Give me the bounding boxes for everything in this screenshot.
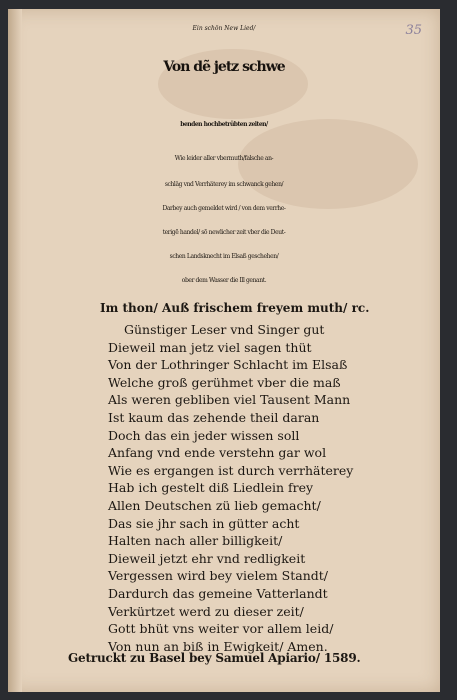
verse-line: Vergessen wird bey vielem Standt/ [108, 568, 328, 584]
folio-number: 35 [405, 23, 422, 38]
verse-line: Dardurch das gemeine Vatterlandt [108, 586, 328, 601]
paper-stain [238, 119, 418, 209]
title-large: Von dẽ jetz schwe [163, 59, 285, 75]
verse-line: Anfang vnd ende verstehn gar wol [108, 445, 327, 461]
tune-line: Im thon/ Auß frischem freyem muth/ rc. [100, 301, 370, 315]
verse-line: Ist kaum das zehende theil daran [108, 410, 320, 425]
subtitle-line: benden hochbetrübten zeiten/ [180, 121, 268, 128]
verse-line: Hab ich gestelt diß Liedlein frey [108, 480, 314, 496]
verse-line: Halten nach aller billigkeit/ [108, 533, 283, 549]
subtitle-line: ober dem Wasser die Ill genant. [181, 277, 267, 284]
imprint: Getruckt zu Basel bey Samuel Apiario/ 1589. [68, 651, 361, 665]
verse-line: Dieweil man jetz viel sagen thüt [108, 339, 312, 355]
subtitle-line: terigẽ handel/ sõ newlicher zeit vber die Deut- [162, 229, 286, 236]
verse-line: Dieweil jetzt ehr vnd redligkeit [108, 550, 306, 566]
subtitle-line: schen Landsknecht im Elsaß geschehen/ [169, 253, 279, 260]
verse-line: Als weren gebliben viel Tausent Mann [108, 392, 351, 408]
subtitle-line: Wie leider aller vbermuth/falsche an- [174, 155, 274, 162]
verse-line: Wie es ergangen ist durch verrhäterey [108, 462, 354, 478]
verse-line: Günstiger Leser vnd Singer gut [124, 322, 325, 337]
verse-line: Von nun an biß in Ewigkeit/ Amen. [108, 638, 328, 654]
verse-line: Das sie jhr sach in gütter acht [108, 515, 300, 531]
page-gutter-shadow [8, 9, 22, 692]
verse-line: Doch das ein jeder wissen soll [108, 427, 300, 443]
subtitle-line: schläg vnd Verrhäterey im schwanck gehen/ [164, 181, 284, 188]
verse-line: Von der Lothringer Schlacht im Elsaß [108, 357, 348, 373]
broadsheet-page [8, 9, 440, 692]
verse-line: Welche groß gerühmet vber die maß [108, 374, 341, 390]
verse-line: Allen Deutschen zü lieb gemacht/ [108, 498, 321, 513]
verse-line: Gott bhüt vns weiter vor allem leid/ [108, 621, 334, 637]
title-small: Ein schön New Lied/ [192, 25, 256, 32]
subtitle-line: Darbey auch gemeldet wird / von dem verrhe- [162, 205, 286, 212]
verse-line: Verkürtzet werd zu dieser zeit/ [108, 603, 304, 619]
